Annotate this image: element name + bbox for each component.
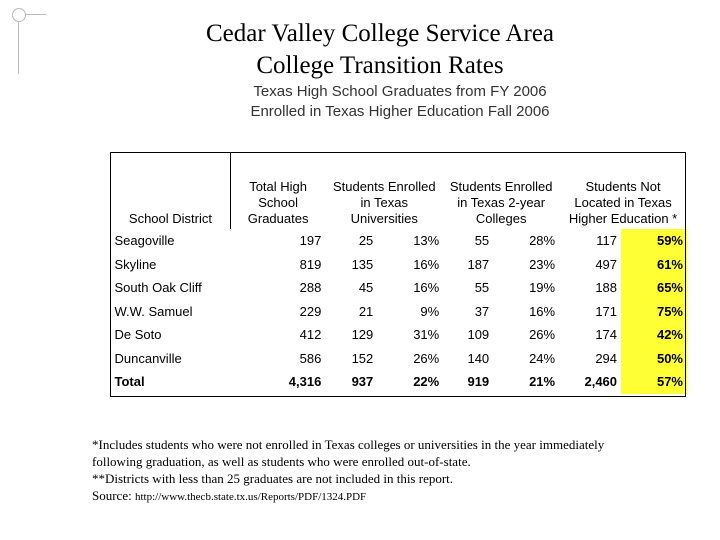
table-row bbox=[111, 276, 688, 300]
cell-graduates: 288 bbox=[299, 280, 322, 296]
table-row bbox=[111, 229, 688, 253]
cell-univ-pct: 31% bbox=[413, 327, 440, 343]
table-row bbox=[111, 253, 688, 277]
cell-notlocated-count: 174 bbox=[595, 327, 618, 343]
cell-notlocated-pct: 61% bbox=[621, 253, 687, 277]
header-graduates: Total High School Graduates bbox=[247, 179, 309, 226]
slide-frame-ornament bbox=[12, 8, 26, 22]
cell-district: South Oak Cliff bbox=[114, 280, 202, 296]
table-row bbox=[111, 300, 688, 324]
cell-notlocated-pct: 59% bbox=[621, 229, 687, 253]
source-line bbox=[92, 487, 702, 506]
cell-notlocated-pct: 57% bbox=[621, 370, 687, 394]
cell-coll-count: 187 bbox=[467, 256, 490, 272]
cell-coll-count: 55 bbox=[474, 233, 490, 249]
header-school-district: School District bbox=[111, 153, 231, 230]
transition-rates-table bbox=[110, 152, 687, 394]
cell-coll-pct: 26% bbox=[529, 327, 556, 343]
subtitle-line1: Texas High School Graduates from FY 2006 bbox=[253, 83, 547, 100]
cell-notlocated-count: 117 bbox=[596, 233, 618, 249]
cell-univ-count: 937 bbox=[351, 374, 374, 390]
table-header-row bbox=[111, 153, 688, 230]
cell-coll-pct: 28% bbox=[529, 233, 556, 249]
cell-univ-count: 45 bbox=[358, 280, 374, 296]
cell-notlocated-pct: 65% bbox=[621, 276, 687, 300]
cell-univ-pct: 22% bbox=[413, 374, 440, 390]
cell-coll-pct: 16% bbox=[529, 303, 556, 319]
cell-univ-count: 152 bbox=[351, 350, 374, 366]
cell-coll-pct: 24% bbox=[529, 350, 556, 366]
cell-district: Total bbox=[114, 374, 145, 390]
footnote-line1: *Includes students who were not enrolled in Texas colleges or universities in the year immediately bbox=[92, 437, 605, 452]
cell-univ-pct: 16% bbox=[413, 280, 440, 296]
cell-notlocated-pct: 75% bbox=[621, 300, 687, 324]
cell-district: Skyline bbox=[114, 256, 157, 272]
cell-univ-count: 21 bbox=[358, 303, 374, 319]
table-row bbox=[111, 347, 688, 371]
header-not-located: Students Not Located in Texas Higher Education * bbox=[568, 179, 678, 226]
cell-notlocated-count: 188 bbox=[595, 280, 618, 296]
cell-district: De Soto bbox=[114, 327, 162, 343]
cell-coll-count: 140 bbox=[467, 350, 490, 366]
cell-graduates: 586 bbox=[299, 350, 322, 366]
slide-frame-line bbox=[18, 14, 19, 74]
cell-graduates: 819 bbox=[299, 256, 322, 272]
cell-graduates: 197 bbox=[299, 233, 322, 249]
cell-graduates: 4,316 bbox=[288, 374, 322, 390]
cell-notlocated-count: 497 bbox=[595, 256, 618, 272]
cell-coll-count: 919 bbox=[467, 374, 490, 390]
cell-coll-pct: 23% bbox=[529, 256, 556, 272]
cell-coll-pct: 19% bbox=[529, 280, 556, 296]
cell-univ-count: 129 bbox=[351, 327, 374, 343]
cell-coll-count: 109 bbox=[467, 327, 490, 343]
cell-notlocated-count: 294 bbox=[595, 350, 618, 366]
cell-univ-pct: 13% bbox=[413, 233, 440, 249]
footnote-line3: **Districts with less than 25 graduates are not included in this report. bbox=[92, 471, 454, 486]
header-colleges: Students Enrolled in Texas 2-year Colleges bbox=[449, 179, 553, 226]
cell-coll-pct: 21% bbox=[529, 374, 556, 390]
page-title-line1: Cedar Valley College Service Area bbox=[205, 20, 555, 47]
cell-coll-count: 37 bbox=[474, 303, 490, 319]
source-label: Source: bbox=[92, 488, 135, 503]
source-url: http://www.thecb.state.tx.us/Reports/PDF/1324.PDF bbox=[134, 491, 367, 503]
cell-notlocated-pct: 50% bbox=[621, 347, 687, 371]
cell-univ-pct: 26% bbox=[413, 350, 440, 366]
cell-univ-pct: 9% bbox=[420, 303, 440, 319]
header-universities: Students Enrolled in Texas Universities bbox=[332, 179, 436, 226]
cell-univ-count: 25 bbox=[358, 233, 374, 249]
cell-notlocated-count: 2,460 bbox=[584, 374, 618, 390]
cell-district: Seagoville bbox=[114, 233, 175, 249]
table-total-row bbox=[111, 370, 688, 394]
subtitle-line2: Enrolled in Texas Higher Education Fall 2006 bbox=[250, 103, 550, 120]
footnote-line2: following graduation, as well as students who were enrolled out-of-state. bbox=[92, 454, 471, 469]
cell-graduates: 412 bbox=[299, 327, 322, 343]
table-row bbox=[111, 323, 688, 347]
cell-univ-count: 135 bbox=[351, 256, 374, 272]
page-title-line2: College Transition Rates bbox=[256, 52, 504, 79]
cell-district: Duncanville bbox=[114, 350, 182, 366]
cell-univ-pct: 16% bbox=[413, 256, 440, 272]
cell-coll-count: 55 bbox=[474, 280, 490, 296]
cell-notlocated-count: 171 bbox=[595, 303, 618, 319]
cell-district: W.W. Samuel bbox=[114, 303, 193, 319]
cell-graduates: 229 bbox=[299, 303, 322, 319]
cell-notlocated-pct: 42% bbox=[621, 323, 687, 347]
